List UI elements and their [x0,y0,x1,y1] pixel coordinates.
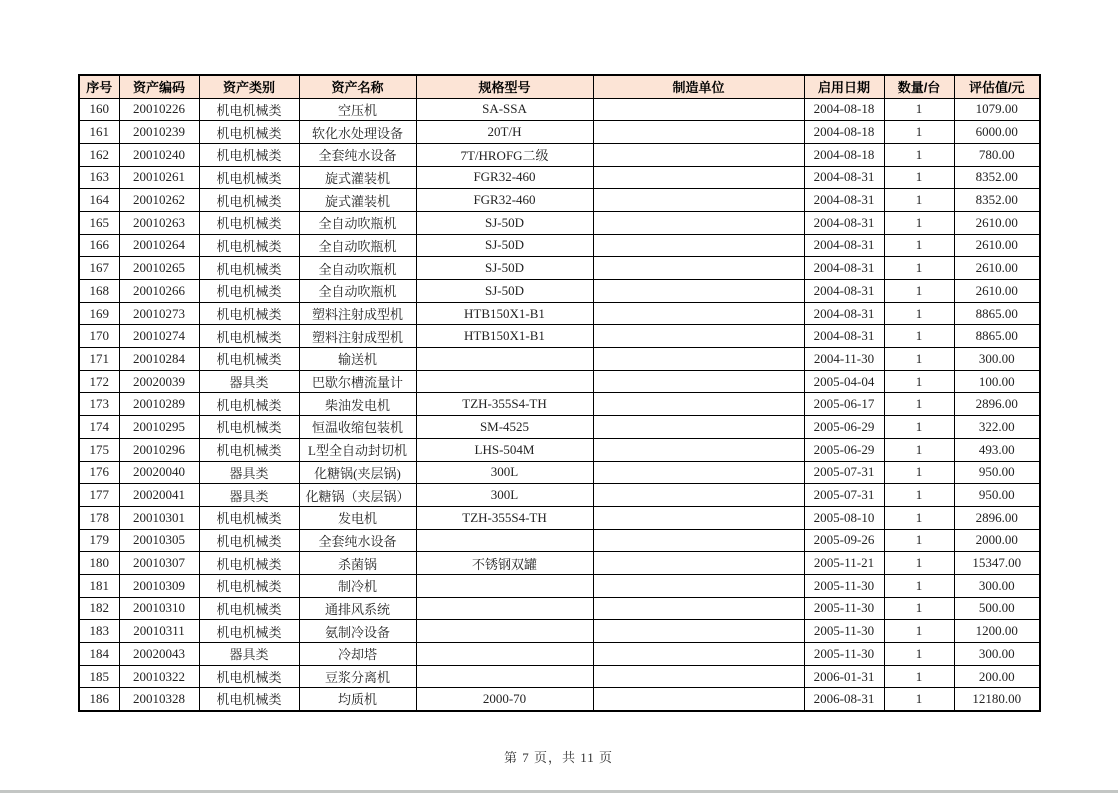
table-cell: 1 [884,574,954,597]
table-cell: 166 [79,234,119,257]
table-cell: 机电机械类 [199,688,299,711]
table-cell: FGR32-460 [416,189,593,212]
table-row [79,461,1040,484]
table-cell: 163 [79,166,119,189]
table-cell: 1 [884,166,954,189]
table-cell: 机电机械类 [199,529,299,552]
table-cell [593,166,804,189]
table-cell: TZH-355S4-TH [416,506,593,529]
table-cell: 20010289 [119,393,199,416]
table-cell: 185 [79,665,119,688]
table-cell: 8865.00 [954,325,1040,348]
table-cell: 20020041 [119,484,199,507]
table-cell: 168 [79,280,119,303]
table-cell: 2005-11-30 [804,620,884,643]
table-cell [593,688,804,711]
table-cell: 氨制冷设备 [299,620,416,643]
table-cell: 186 [79,688,119,711]
table-row [79,348,1040,371]
table-cell: 161 [79,121,119,144]
table-cell: 2005-11-30 [804,597,884,620]
table-cell [416,620,593,643]
table-cell [593,484,804,507]
table-cell: FGR32-460 [416,166,593,189]
table-cell: 20010226 [119,98,199,121]
table-cell: 20010239 [119,121,199,144]
table-cell [593,438,804,461]
table-row [79,506,1040,529]
table-cell [593,665,804,688]
table-cell: 1 [884,189,954,212]
table-cell: SJ-50D [416,257,593,280]
table-cell [593,211,804,234]
table-cell [593,98,804,121]
asset-list-table [78,74,1041,712]
table-cell: 制冷机 [299,574,416,597]
table-cell: 169 [79,302,119,325]
table-cell: 机电机械类 [199,552,299,575]
table-cell [593,461,804,484]
table-cell: 8865.00 [954,302,1040,325]
table-cell: 170 [79,325,119,348]
table-cell: 950.00 [954,461,1040,484]
table-cell: 全自动吹瓶机 [299,234,416,257]
table-cell: 机电机械类 [199,393,299,416]
table-cell: 20010240 [119,143,199,166]
table-cell: 机电机械类 [199,280,299,303]
table-cell: 20010310 [119,597,199,620]
table-cell: 173 [79,393,119,416]
table-cell: 20010263 [119,211,199,234]
table-cell: 300L [416,484,593,507]
table-cell [593,348,804,371]
table-cell: 器具类 [199,643,299,666]
table-cell: 175 [79,438,119,461]
table-cell: 1 [884,643,954,666]
table-row [79,643,1040,666]
table-cell: 20010309 [119,574,199,597]
table-cell: 2005-08-10 [804,506,884,529]
table-cell: 塑料注射成型机 [299,302,416,325]
table-cell: 164 [79,189,119,212]
table-cell: 8352.00 [954,189,1040,212]
table-cell: 1 [884,280,954,303]
table-cell: 机电机械类 [199,257,299,280]
table-row [79,211,1040,234]
table-cell: 1200.00 [954,620,1040,643]
table-cell: 机电机械类 [199,620,299,643]
table-row [79,189,1040,212]
table-cell: 旋式灌装机 [299,166,416,189]
table-cell: SJ-50D [416,211,593,234]
table-cell: 1 [884,98,954,121]
table-cell: 全自动吹瓶机 [299,280,416,303]
table-cell [416,597,593,620]
table-cell: 2005-07-31 [804,461,884,484]
table-cell: 机电机械类 [199,166,299,189]
table-cell: 950.00 [954,484,1040,507]
table-cell: 2610.00 [954,211,1040,234]
table-cell: 182 [79,597,119,620]
table-cell: 20010266 [119,280,199,303]
table-cell: 全套纯水设备 [299,529,416,552]
table-row [79,393,1040,416]
table-cell: 2004-08-31 [804,234,884,257]
table-cell: 1 [884,506,954,529]
page-number-footer: 第 7 页，共 11 页 [503,750,614,765]
table-cell: 机电机械类 [199,211,299,234]
table-cell: 300L [416,461,593,484]
table-cell [593,529,804,552]
table-row [79,234,1040,257]
table-cell: 20010274 [119,325,199,348]
table-cell: 1079.00 [954,98,1040,121]
table-cell: 6000.00 [954,121,1040,144]
table-cell: HTB150X1-B1 [416,325,593,348]
table-cell: 20010296 [119,438,199,461]
column-header: 制造单位 [593,75,804,98]
table-cell: 全套纯水设备 [299,143,416,166]
table-cell: 机电机械类 [199,98,299,121]
table-cell: 2004-08-31 [804,280,884,303]
table-cell: 2004-08-18 [804,143,884,166]
table-row [79,484,1040,507]
table-cell [593,234,804,257]
table-row [79,620,1040,643]
table-cell [593,597,804,620]
table-cell: 322.00 [954,416,1040,439]
table-cell: 20020040 [119,461,199,484]
table-cell: 165 [79,211,119,234]
table-cell: 化糖锅(夹层锅) [299,461,416,484]
table-cell: 167 [79,257,119,280]
table-cell: 全自动吹瓶机 [299,211,416,234]
table-cell: 机电机械类 [199,416,299,439]
table-cell: 20010265 [119,257,199,280]
table-cell: 2005-11-30 [804,574,884,597]
table-cell: 20010328 [119,688,199,711]
table-cell: 2610.00 [954,280,1040,303]
table-cell: 177 [79,484,119,507]
table-cell: 2004-11-30 [804,348,884,371]
table-cell: 100.00 [954,370,1040,393]
table-cell: 全自动吹瓶机 [299,257,416,280]
table-cell: 2004-08-31 [804,189,884,212]
table-cell: 184 [79,643,119,666]
table-cell: 1 [884,234,954,257]
table-cell: 300.00 [954,574,1040,597]
header-row [79,75,1040,98]
table-cell: 恒温收缩包装机 [299,416,416,439]
table-cell [593,121,804,144]
table-cell: 2004-08-31 [804,302,884,325]
table-cell: 200.00 [954,665,1040,688]
table-row [79,597,1040,620]
table-cell: 162 [79,143,119,166]
table-row [79,325,1040,348]
table-cell [593,416,804,439]
table-cell: 2005-06-29 [804,438,884,461]
table-cell [593,393,804,416]
table-row [79,257,1040,280]
table-cell: 20020043 [119,643,199,666]
table-cell [416,529,593,552]
table-cell: 2005-11-30 [804,643,884,666]
table-row [79,166,1040,189]
table-cell: 20010264 [119,234,199,257]
table-cell: 2004-08-31 [804,257,884,280]
table-row [79,280,1040,303]
table-cell: 20010295 [119,416,199,439]
table-cell: 2005-11-21 [804,552,884,575]
table-cell [416,574,593,597]
table-cell: 8352.00 [954,166,1040,189]
table-cell: 172 [79,370,119,393]
table-cell: 1 [884,461,954,484]
table-cell: 181 [79,574,119,597]
table-cell: 机电机械类 [199,143,299,166]
table-cell: 1 [884,325,954,348]
table-cell: 2005-06-29 [804,416,884,439]
table-cell: 1 [884,416,954,439]
table-cell [593,143,804,166]
table-row [79,143,1040,166]
column-header: 规格型号 [416,75,593,98]
table-cell [593,302,804,325]
table-cell: 1 [884,348,954,371]
table-cell [593,574,804,597]
table-cell [416,370,593,393]
table-cell: 2000.00 [954,529,1040,552]
table-cell [416,348,593,371]
table-cell: 20010307 [119,552,199,575]
table-cell: 机电机械类 [199,597,299,620]
column-header: 资产编码 [119,75,199,98]
table-cell: 器具类 [199,484,299,507]
table-cell: 20T/H [416,121,593,144]
table-cell: 7T/HROFG二级 [416,143,593,166]
column-header: 评估值/元 [954,75,1040,98]
table-cell: 塑料注射成型机 [299,325,416,348]
table-cell [593,189,804,212]
column-header: 资产类别 [199,75,299,98]
table-row [79,574,1040,597]
table-row [79,370,1040,393]
table-cell: 2006-08-31 [804,688,884,711]
table-cell [593,370,804,393]
table-cell: 杀菌锅 [299,552,416,575]
table-cell: 1 [884,484,954,507]
table-cell: L型全自动封切机 [299,438,416,461]
table-row [79,688,1040,711]
table-cell: 2004-08-31 [804,211,884,234]
table-cell: 机电机械类 [199,302,299,325]
table-cell: 旋式灌装机 [299,189,416,212]
table-cell: 1 [884,393,954,416]
table-cell [593,620,804,643]
table-cell: 12180.00 [954,688,1040,711]
table-cell: LHS-504M [416,438,593,461]
table-cell: 器具类 [199,370,299,393]
table-cell: 巴歇尔槽流量计 [299,370,416,393]
table-cell: 2004-08-18 [804,121,884,144]
table-cell: 软化水处理设备 [299,121,416,144]
table-cell: 20010284 [119,348,199,371]
table-cell [593,280,804,303]
table-cell: 空压机 [299,98,416,121]
table-cell: 176 [79,461,119,484]
table-cell [416,665,593,688]
table-cell: 20010322 [119,665,199,688]
table-cell: 1 [884,143,954,166]
table-cell [593,257,804,280]
table-cell: SJ-50D [416,234,593,257]
table-cell: 20010261 [119,166,199,189]
table-cell: 15347.00 [954,552,1040,575]
table-cell: 2005-06-17 [804,393,884,416]
table-cell: 机电机械类 [199,438,299,461]
table-cell: 300.00 [954,348,1040,371]
table-cell: 2004-08-18 [804,98,884,121]
table-cell: 2005-04-04 [804,370,884,393]
table-row [79,438,1040,461]
table-cell: 493.00 [954,438,1040,461]
table-cell: 1 [884,211,954,234]
table-cell: 1 [884,665,954,688]
table-cell [593,325,804,348]
table-cell: 2005-07-31 [804,484,884,507]
table-cell: 机电机械类 [199,574,299,597]
table-cell: 机电机械类 [199,325,299,348]
table-cell: SA-SSA [416,98,593,121]
table-row [79,552,1040,575]
table-cell: 2610.00 [954,234,1040,257]
table-cell: 机电机械类 [199,189,299,212]
table-cell: 1 [884,552,954,575]
table-cell: 160 [79,98,119,121]
table-cell: 1 [884,597,954,620]
table-cell: 20010301 [119,506,199,529]
table-cell [593,643,804,666]
table-cell: 20020039 [119,370,199,393]
table-cell: 20010262 [119,189,199,212]
table-cell: 不锈钢双罐 [416,552,593,575]
table-row [79,98,1040,121]
column-header: 序号 [79,75,119,98]
column-header: 启用日期 [804,75,884,98]
table-cell: 柴油发电机 [299,393,416,416]
table-cell: SM-4525 [416,416,593,439]
table-cell: HTB150X1-B1 [416,302,593,325]
table-row [79,665,1040,688]
table-cell: 20010273 [119,302,199,325]
table-cell: 183 [79,620,119,643]
table-cell: 2004-08-31 [804,166,884,189]
table-row [79,416,1040,439]
table-cell: TZH-355S4-TH [416,393,593,416]
table-cell: SJ-50D [416,280,593,303]
table-cell: 20010305 [119,529,199,552]
table-cell: 300.00 [954,643,1040,666]
table-cell [593,552,804,575]
table-cell: 2896.00 [954,393,1040,416]
table-cell: 化糖锅（夹层锅） [299,484,416,507]
table-cell: 1 [884,688,954,711]
table-cell: 2005-09-26 [804,529,884,552]
table-row [79,529,1040,552]
table-cell: 1 [884,121,954,144]
table-cell: 1 [884,438,954,461]
table-cell: 发电机 [299,506,416,529]
table-cell: 输送机 [299,348,416,371]
table-cell: 2610.00 [954,257,1040,280]
table-cell: 豆浆分离机 [299,665,416,688]
table-cell: 1 [884,370,954,393]
table-cell: 机电机械类 [199,234,299,257]
column-header: 资产名称 [299,75,416,98]
table-cell: 179 [79,529,119,552]
table-cell [593,506,804,529]
table-cell: 1 [884,620,954,643]
table-cell: 1 [884,257,954,280]
table-cell: 174 [79,416,119,439]
table-cell: 机电机械类 [199,665,299,688]
table-cell: 机电机械类 [199,121,299,144]
table-row [79,302,1040,325]
table-cell: 171 [79,348,119,371]
table-cell: 2004-08-31 [804,325,884,348]
table-cell: 均质机 [299,688,416,711]
column-header: 数量/台 [884,75,954,98]
table-cell: 1 [884,302,954,325]
table-cell: 20010311 [119,620,199,643]
table-cell [416,643,593,666]
table-cell: 机电机械类 [199,348,299,371]
table-cell: 500.00 [954,597,1040,620]
table-cell: 器具类 [199,461,299,484]
table-cell: 冷却塔 [299,643,416,666]
table-cell: 2000-70 [416,688,593,711]
table-row [79,121,1040,144]
table-cell: 通排风系统 [299,597,416,620]
table-cell: 机电机械类 [199,506,299,529]
table-cell: 2006-01-31 [804,665,884,688]
table-cell: 2896.00 [954,506,1040,529]
table-cell: 180 [79,552,119,575]
table-cell: 1 [884,529,954,552]
table-cell: 178 [79,506,119,529]
table-cell: 780.00 [954,143,1040,166]
